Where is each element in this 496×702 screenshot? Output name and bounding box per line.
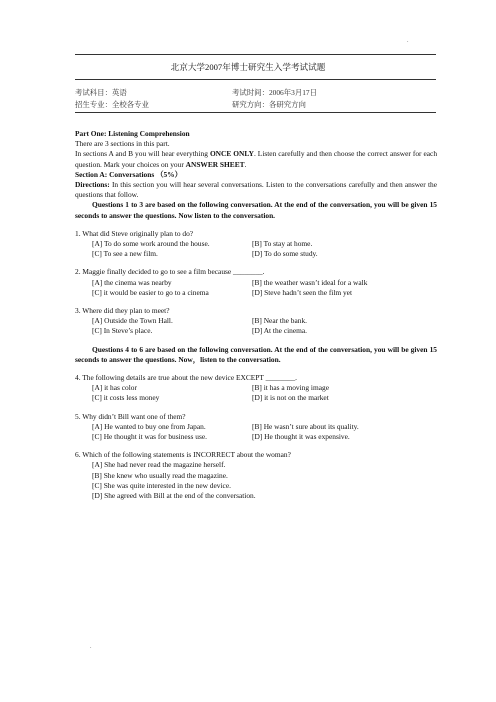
directions (75, 180, 437, 200)
question-5 (75, 412, 437, 443)
option-d: [D] it is not on the market (252, 393, 329, 403)
corner-dot: . (407, 38, 409, 44)
option-c: [C] She was quite interested in the new device. (92, 480, 231, 490)
option-d: [D] Steve hadn’t seen the film yet (252, 287, 353, 297)
part-title: Part One: Listening Comprehension (75, 129, 190, 138)
exam-major: 招生专业：全校各专业 (75, 100, 149, 109)
option-b: [B] it has a moving image (252, 383, 329, 393)
option-a: [A] He wanted to buy one from Japan. (92, 421, 206, 431)
option-a: [A] the cinema was nearby (92, 277, 172, 287)
option-b: [B] the weather wasn’t ideal for a walk (252, 277, 368, 287)
header-top-rule (75, 54, 436, 55)
question-stem: 1. What did Steve originally plan to do? (75, 228, 194, 238)
question-4 (75, 373, 437, 404)
questions-1-3-lead: Questions 1 to 3 are based on the following conversation. At the end of the conversation, you will be given 15 seconds to answer the questions. Now listen to the conversation. (75, 200, 437, 220)
question-stem: 2. Maggie finally decided to go to see a film because ________. (75, 267, 265, 277)
option-a: [A] She had never read the magazine herself. (92, 460, 226, 470)
header-bottom-rule (75, 112, 436, 113)
header-title-rule (75, 79, 436, 80)
option-b: [B] To stay at home. (252, 239, 313, 249)
option-a: [A] To do some work around the house. (92, 239, 210, 249)
instructions (75, 149, 437, 169)
directions-label: Directions: (75, 180, 110, 190)
option-b: [B] He wasn’t sure about its quality. (252, 421, 359, 431)
option-c: [C] To see a new film. (92, 249, 158, 259)
question-stem: 5. Why didn’t Bill want one of them? (75, 411, 186, 421)
exam-research: 研究方向：各研究方向 (232, 100, 306, 109)
question-stem: 3. Where did they plan to meet? (75, 306, 170, 316)
section-title: Section A: Conversations （5%） (75, 169, 182, 179)
exam-body (75, 129, 437, 501)
questions-4-6-lead: Questions 4 to 6 are based on the following conversation. At the end of the conversation, you will be given 15 seconds to answer the questions. Now，listen to the conversation. (75, 344, 437, 364)
question-stem: 6. Which of the following statements is INCORRECT about the woman? (75, 450, 291, 460)
instructions-text: In sections A and B you will hear everything (75, 149, 210, 159)
option-b: [B] She knew who usually read the magazine. (92, 470, 228, 480)
question-6 (75, 450, 437, 501)
instructions-text-cont: . Listen carefully and then choose the correct answer for each question. Mark your choices on your (75, 149, 438, 169)
option-d: [D] He thought it was expensive. (252, 432, 350, 442)
footer-dot: . (90, 644, 92, 650)
option-c: [C] it would be easier to go to a cinema (92, 287, 209, 297)
option-a: [A] Outside the Town Hall. (92, 316, 173, 326)
question-3 (75, 306, 437, 337)
instructions-end: . (244, 159, 247, 169)
option-c: [C] He thought it was for business use. (92, 432, 207, 442)
option-c: [C] it costs less money (92, 393, 160, 403)
option-c: [C] In Steve’s place. (92, 326, 153, 336)
exam-title: 北京大学2007年博士研究生入学考试试题 (170, 62, 326, 72)
option-d: [D] To do some study. (252, 249, 318, 259)
question-1 (75, 229, 437, 260)
once-only-emphasis: ONCE ONLY (209, 149, 254, 159)
option-d: [D] At the cinema. (252, 326, 307, 336)
option-b: [B] Near the bank. (252, 316, 307, 326)
question-stem: 4. The following details are true about the new device EXCEPT ________. (75, 373, 298, 383)
answer-sheet-emphasis: ANSWER SHEET (185, 159, 245, 169)
exam-subject: 考试科目：英语 (75, 88, 127, 97)
part-intro: There are 3 sections in this part. (75, 139, 170, 149)
directions-text: In this section you will hear several conversations. Listen to the conversations carefully and then answer the questions that follow. (75, 180, 437, 200)
exam-time: 考试时间：2006年3月17日 (232, 88, 317, 97)
question-2 (75, 267, 437, 298)
option-d: [D] She agreed with Bill at the end of the conversation. (92, 491, 256, 501)
option-a: [A] it has color (92, 383, 137, 393)
